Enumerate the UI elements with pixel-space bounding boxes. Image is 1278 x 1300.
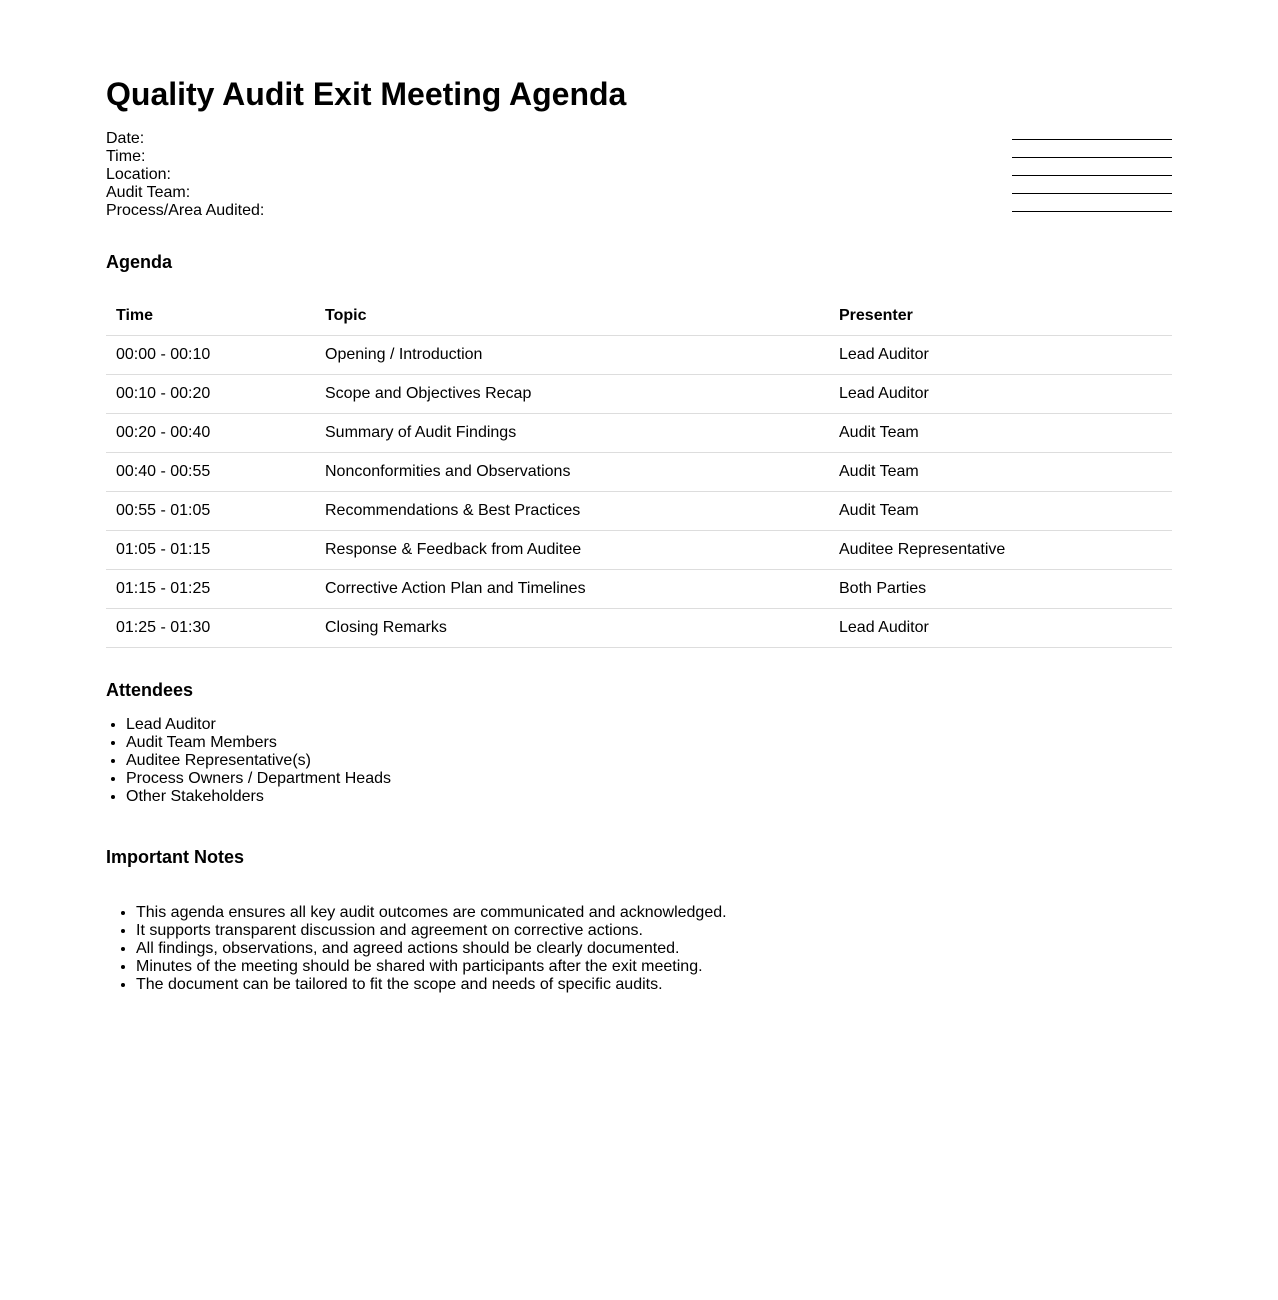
cell-presenter: Lead Auditor bbox=[829, 336, 1172, 375]
cell-presenter: Both Parties bbox=[829, 570, 1172, 609]
agenda-table bbox=[106, 297, 1172, 648]
cell-presenter: Auditee Representative bbox=[829, 531, 1172, 570]
table-row bbox=[106, 492, 1172, 531]
meta-row-audit-team bbox=[106, 184, 1172, 202]
page-title: Quality Audit Exit Meeting Agenda bbox=[106, 76, 627, 112]
list-item: • Process Owners / Department Heads bbox=[126, 770, 1172, 788]
column-header-presenter: Presenter bbox=[829, 297, 1172, 336]
table-row bbox=[106, 453, 1172, 492]
cell-time: 01:15 - 01:25 bbox=[106, 570, 315, 609]
blank-line-date bbox=[1012, 139, 1172, 140]
cell-topic: Response & Feedback from Auditee bbox=[315, 531, 829, 570]
list-item: • All findings, observations, and agreed actions should be clearly documented. bbox=[136, 940, 1172, 958]
table-header-row bbox=[106, 297, 1172, 336]
cell-time: 00:40 - 00:55 bbox=[106, 453, 315, 492]
blank-line-location bbox=[1012, 175, 1172, 176]
cell-presenter: Lead Auditor bbox=[829, 375, 1172, 414]
notes-heading: Important Notes bbox=[106, 847, 245, 867]
cell-time: 00:20 - 00:40 bbox=[106, 414, 315, 453]
table-row bbox=[106, 336, 1172, 375]
notes-list bbox=[106, 904, 1172, 994]
cell-topic: Summary of Audit Findings bbox=[315, 414, 829, 453]
list-item: • Auditee Representative(s) bbox=[126, 752, 1172, 770]
list-item: • It supports transparent discussion and agreement on corrective actions. bbox=[136, 922, 1172, 940]
attendees-list bbox=[106, 716, 1172, 806]
blank-line-process-area bbox=[1012, 211, 1172, 212]
column-header-time: Time bbox=[106, 297, 315, 336]
cell-time: 00:10 - 00:20 bbox=[106, 375, 315, 414]
cell-presenter: Audit Team bbox=[829, 453, 1172, 492]
agenda-heading: Agenda bbox=[106, 252, 173, 272]
table-row bbox=[106, 609, 1172, 648]
blank-line-time bbox=[1012, 157, 1172, 158]
meta-fields bbox=[106, 130, 1172, 220]
list-item: • Audit Team Members bbox=[126, 734, 1172, 752]
cell-time: 00:55 - 01:05 bbox=[106, 492, 315, 531]
blank-line-audit-team bbox=[1012, 193, 1172, 194]
table-row bbox=[106, 375, 1172, 414]
meta-label-audit-team: Audit Team: bbox=[106, 184, 191, 201]
list-item: • Other Stakeholders bbox=[126, 788, 1172, 806]
meta-row-location bbox=[106, 166, 1172, 184]
cell-time: 01:25 - 01:30 bbox=[106, 609, 315, 648]
meta-row-date bbox=[106, 130, 1172, 148]
table-row bbox=[106, 531, 1172, 570]
cell-presenter: Audit Team bbox=[829, 414, 1172, 453]
cell-topic: Opening / Introduction bbox=[315, 336, 829, 375]
meta-label-date: Date: bbox=[106, 130, 145, 147]
cell-topic: Nonconformities and Observations bbox=[315, 453, 829, 492]
list-item: • Minutes of the meeting should be shared with participants after the exit meeting. bbox=[136, 958, 1172, 976]
column-header-topic: Topic bbox=[315, 297, 829, 336]
list-item: • The document can be tailored to fit the scope and needs of specific audits. bbox=[136, 976, 1172, 994]
cell-topic: Corrective Action Plan and Timelines bbox=[315, 570, 829, 609]
cell-topic: Scope and Objectives Recap bbox=[315, 375, 829, 414]
list-item: • This agenda ensures all key audit outcomes are communicated and acknowledged. bbox=[136, 904, 1172, 922]
meta-label-location: Location: bbox=[106, 166, 171, 183]
table-row bbox=[106, 414, 1172, 453]
cell-presenter: Audit Team bbox=[829, 492, 1172, 531]
cell-presenter: Lead Auditor bbox=[829, 609, 1172, 648]
cell-topic: Closing Remarks bbox=[315, 609, 829, 648]
table-row bbox=[106, 570, 1172, 609]
meta-label-time: Time: bbox=[106, 148, 146, 165]
meta-row-process-area bbox=[106, 202, 1172, 220]
meta-label-process-area: Process/Area Audited: bbox=[106, 202, 265, 219]
cell-topic: Recommendations & Best Practices bbox=[315, 492, 829, 531]
cell-time: 01:05 - 01:15 bbox=[106, 531, 315, 570]
list-item: • Lead Auditor bbox=[126, 716, 1172, 734]
meta-row-time bbox=[106, 148, 1172, 166]
cell-time: 00:00 - 00:10 bbox=[106, 336, 315, 375]
attendees-heading: Attendees bbox=[106, 680, 194, 700]
